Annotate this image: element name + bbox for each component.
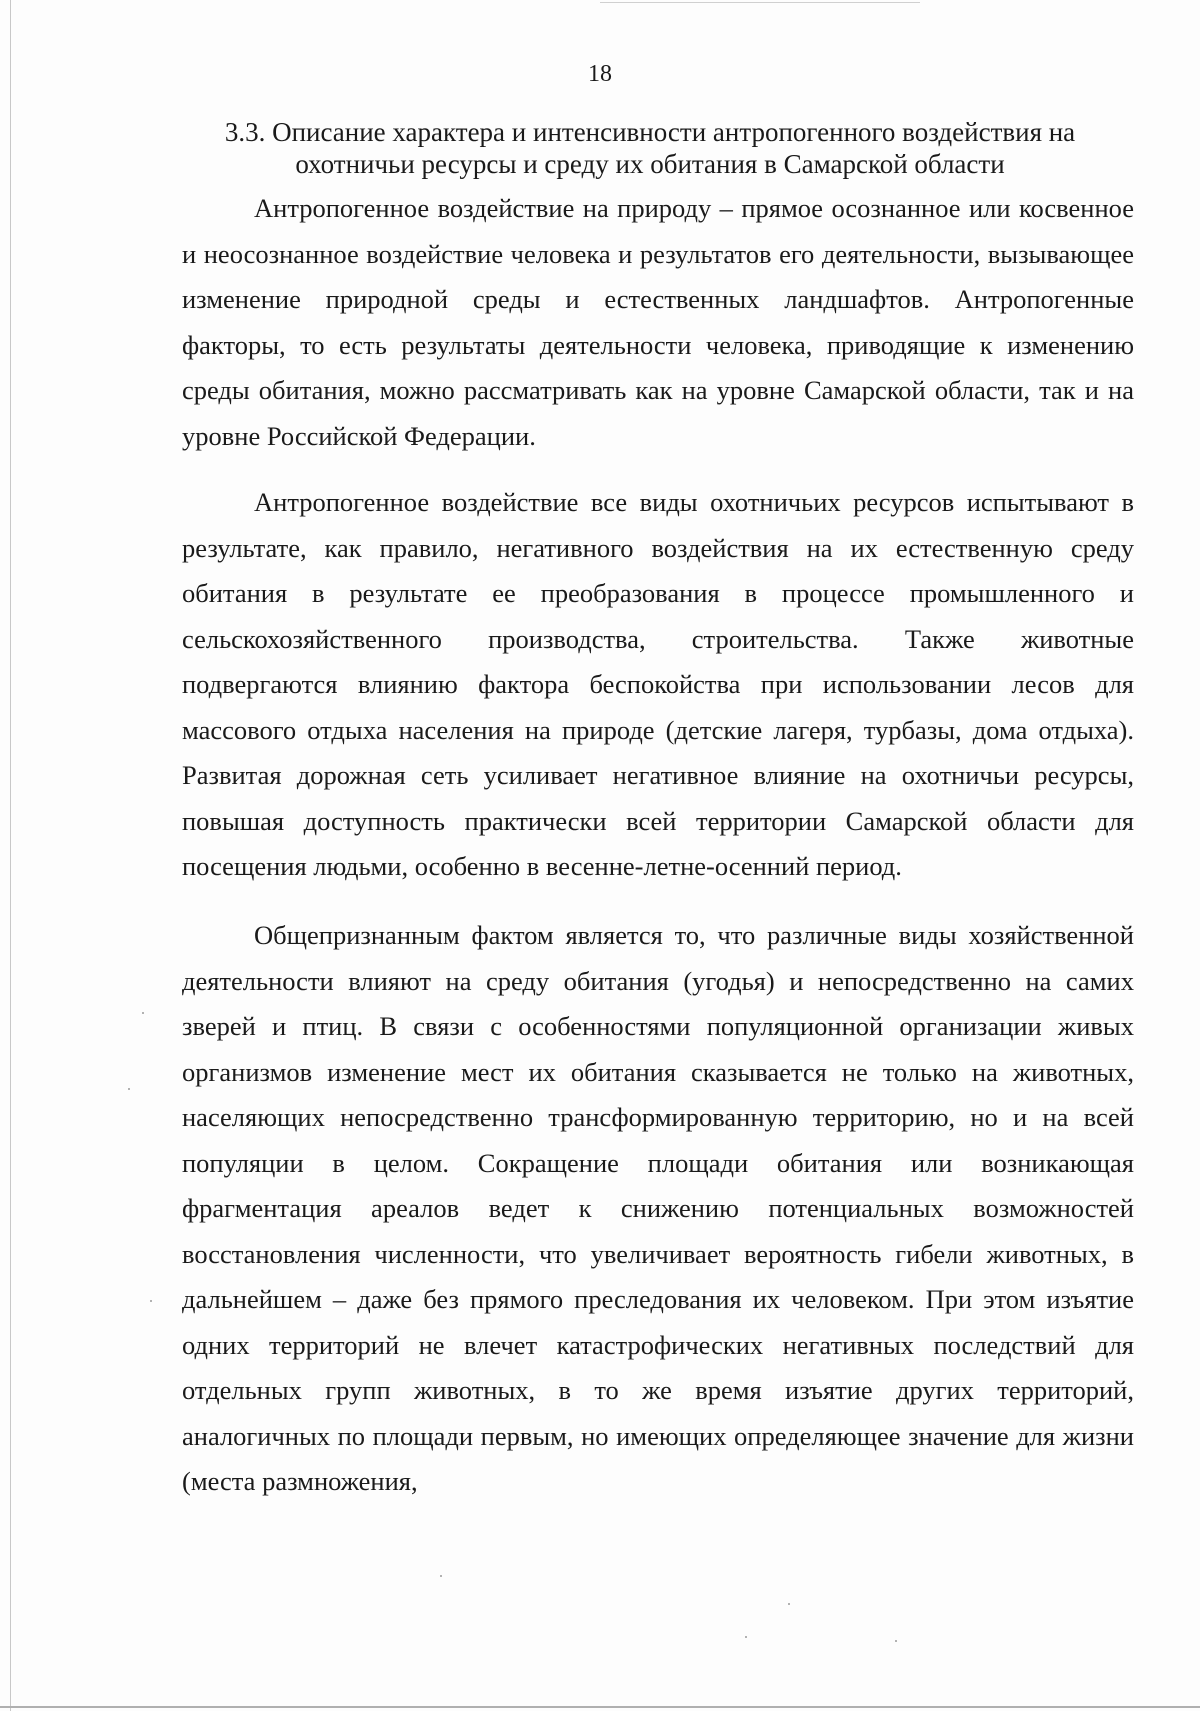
scan-edge-top: [600, 2, 920, 3]
scan-speck: [150, 1300, 152, 1302]
scan-speck: [788, 1603, 790, 1605]
section-heading: 3.3. Описание характера и интенсивности антропогенного воздействия на охотничьи ресурсы и среду их обитания в Самарской области: [224, 117, 1076, 179]
scan-edge-bottom: [0, 1706, 1200, 1708]
page-number: 18: [588, 61, 612, 87]
scan-edge-left: [10, 0, 11, 1711]
scan-speck: [440, 1575, 442, 1577]
scan-speck: [128, 1088, 130, 1090]
paragraph-1: Антропогенное воздействие на природу – прямое осознанное или косвенное и неосознанное воздействие человека и результатов его деятельности, вызывающее изменение природной среды и естественных ландшафтов. Антропогенные факторы, то есть результаты деятельности человека, приводящие к изменению среды обитания, можно рассматривать как на уровне Самарской области, так и на уровне Российской Федерации.: [182, 193, 1134, 451]
scan-speck: [895, 1640, 897, 1642]
paragraph-3: Общепризнанным фактом является то, что различные виды хозяйственной деятельности влияют на среду обитания (угодья) и непосредственно на самих зверей и птиц. В связи с особенностями популяционной организации живых организмов изменение мест их обитания сказывается не только на животных, населяющих непосредственно трансформированную территорию, но и на всей популяции в целом. Сокращение площади обитания или возникающая фрагментация ареалов ведет к снижению потенциальных возможностей восстановления численности, что увеличивает вероятность гибели животных, в дальнейшем – даже без прямого преследования их человеком. При этом изъятие одних территорий не влечет катастрофических негативных последствий для отдельных групп животных, в то же время изъятие других территорий, аналогичных по площади первым, но имеющих определяющее значение для жизни (места размножения,: [182, 920, 1134, 1496]
scan-speck: [142, 1012, 144, 1014]
scan-speck: [745, 1636, 747, 1638]
paragraph-2: Антропогенное воздействие все виды охотничьих ресурсов испытывают в результате, как правило, негативного воздействия на их естественную среду обитания в результате ее преобразования в процессе промышленного и сельскохозяйственного производства, строительства. Также животные подвергаются влиянию фактора беспокойства при использовании лесов для массового отдыха населения на природе (детские лагеря, турбазы, дома отдыха). Развитая дорожная сеть усиливает негативное влияние на охотничьи ресурсы, повышая доступность практически всей территории Самарской области для посещения людьми, особенно в весенне-летне-осенний период.: [182, 487, 1134, 881]
